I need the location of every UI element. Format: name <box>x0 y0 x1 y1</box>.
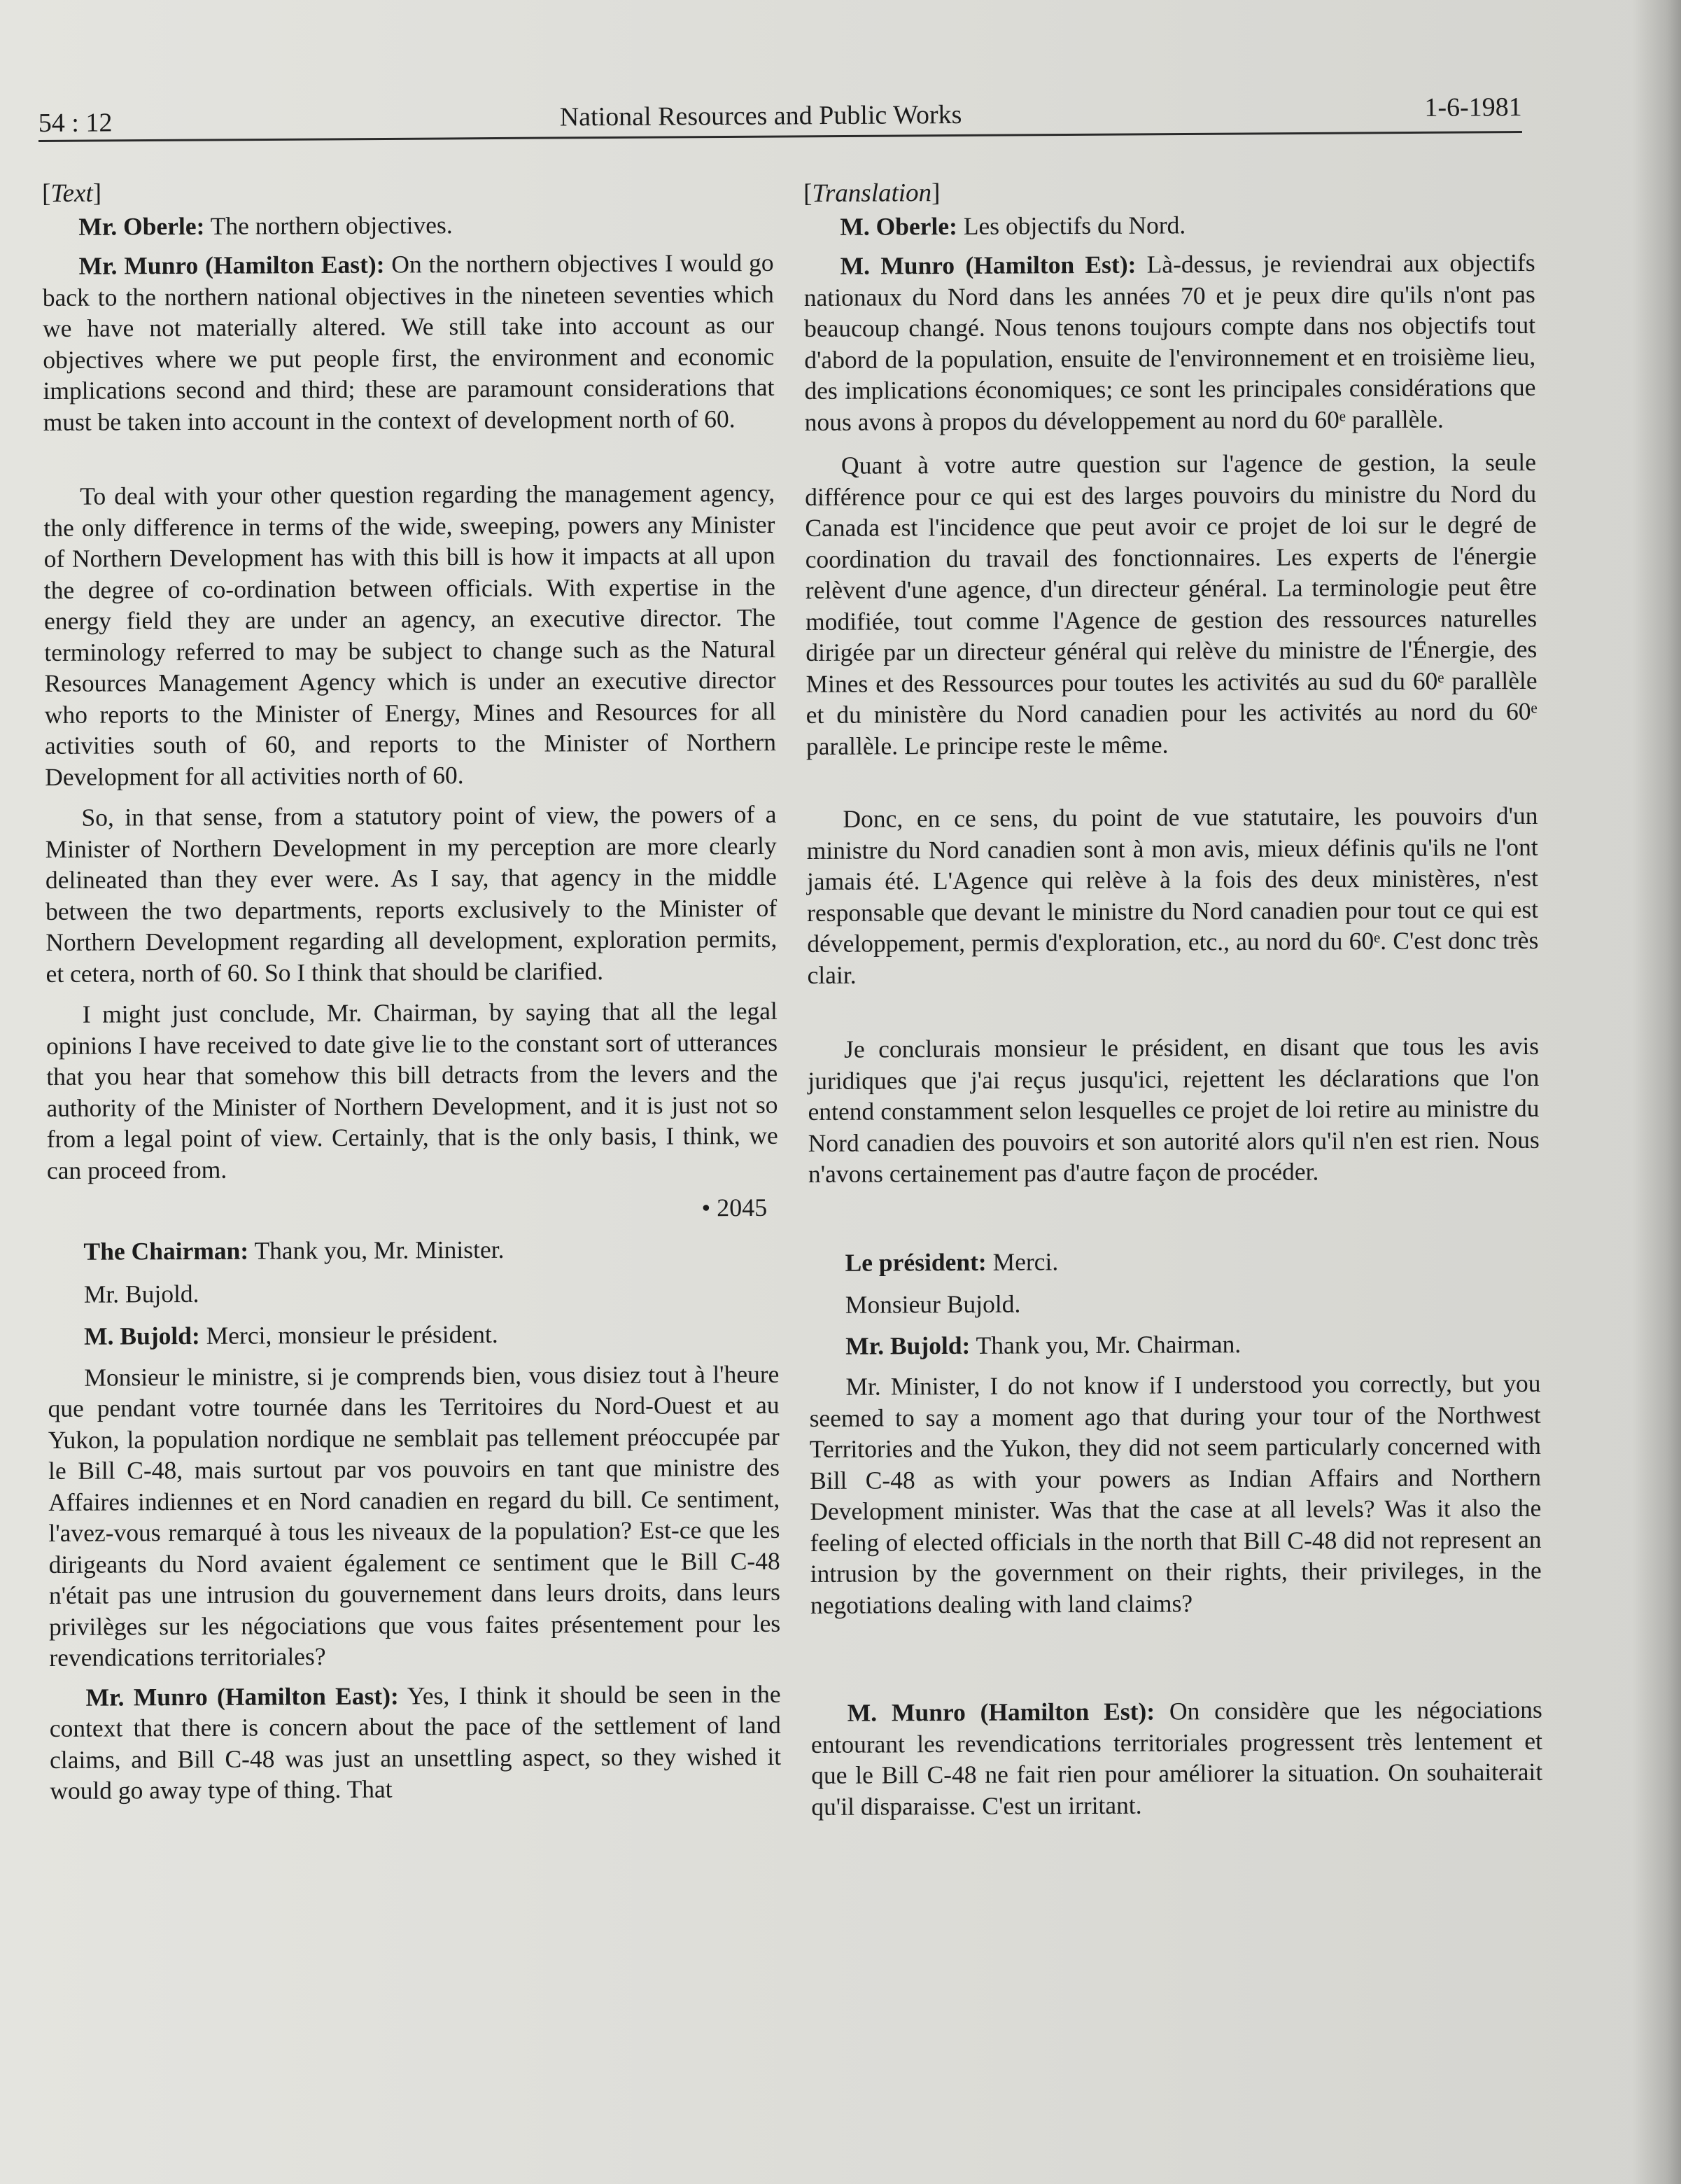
paragraph: M. Munro (Hamilton Est): On considère que les négociations entourant les revendications territoriales progressent très lentement et que le Bill C-48 ne fait rien pour améliorer la situation. On souhaiterait qu'il disparaisse. C'est un irritant. <box>810 1695 1543 1821</box>
speaker-name: M. Oberle: <box>840 211 958 241</box>
paragraph: I might just conclude, Mr. Chairman, by saying that all the legal opinions I have received to date give lie to the constant sort of utterances that you hear that somehow this bill detracts from the levers and the authority of the Minister of Northern Development, and it is just not so from a legal point of view. Certainly, that is the only basis, I think, we can proceed from. <box>45 996 778 1184</box>
paragraph: Mr. Bujold: Thank you, Mr. Chairman. <box>845 1329 1242 1360</box>
paragraph: The Chairman: Thank you, Mr. Minister. <box>83 1235 505 1266</box>
speaker-name: Mr. Oberle: <box>78 211 205 241</box>
header-date: 1-6-1981 <box>1424 92 1522 122</box>
paragraph: So, in that sense, from a statutory point of view, the powers of a Minister of Northern Development in my perception are more clearly delineated than they ever were. As I say, that agency in the middle between the two departments, reports exclusively to the Minister of Northern Development regarding all development, exploration permits, et cetera, north of 60. So I think that should be clarified. <box>45 799 778 988</box>
speaker-name: Mr. Munro (Hamilton East): <box>78 250 385 280</box>
paragraph: M. Bujold: Merci, monsieur le président. <box>83 1320 498 1350</box>
paragraph: Donc, en ce sens, du point de vue statutaire, les pouvoirs d'un ministre du Nord canadien sont à mon avis, mieux définis qu'ils ne l'ont jamais été. L'Agence qui relève à la fois des deux ministères, n'est responsable que devant le ministre du Nord canadien pour tout ce qui est développement, permis d'exploration, etc., au nord du 60ᵉ. C'est donc très clair. <box>806 801 1539 989</box>
running-title: National Resources and Public Works <box>559 99 962 132</box>
paragraph: To deal with your other question regarding the management agency, the only difference in terms of the wide, sweeping, powers any Minister of Northern Development has with this bill is how it impacts at all upon the degree of co-ordination between officials. With expertise in the energy field they are under an agency, an executive director. The terminology referred to may be subject to change such as the Natural Resources Management Agency which is under an executive director who reports to the Minister of Energy, Mines and Resources for all activities south of 60, and reports to the Minister of Northern Development for all activities north of 60. <box>43 478 777 791</box>
page-header <box>38 89 1522 142</box>
speaker-name: M. Munro (Hamilton Est): <box>847 1697 1155 1727</box>
paragraph: Mr. Munro (Hamilton East): Yes, I think it should be seen in the context that there is concern about the pace of the settlement of land claims, and Bill C-48 was just an unsettling aspect, so they wished it would go away type of thing. That <box>49 1679 782 1805</box>
paragraph: Mr. Minister, I do not know if I understood you correctly, but you seemed to say a moment ago that during your tour of the Northwest Territories and the Yukon, they did not seem particularly concerned with Bill C-48 as with your powers as Indian Affairs and Northern Development minister. Was that the case at all levels? Was it also the feeling of elected officials in the north that Bill C-48 did not represent an intrusion by the government on their rights, their privileges, in the negotiations dealing with land claims? <box>809 1368 1542 1619</box>
paragraph: M. Munro (Hamilton Est): Là-dessus, je reviendrai aux objectifs nationaux du Nord dans les années 70 et je peux dire qu'ils n'ont pas beaucoup changé. Nous tenons toujours compte dans nos objectifs tout d'abord de la population, ensuite de l'environnement et en troisième lieu, des implications économiques; ce sont les principales considérations que nous avons à propos du développement au nord du 60ᵉ parallèle. <box>803 248 1536 436</box>
paragraph: M. Oberle: Les objectifs du Nord. <box>840 210 1186 241</box>
language-label: [Translation] <box>803 178 941 208</box>
language-label: [Text] <box>42 178 102 208</box>
paragraph: Le président: Merci. <box>845 1247 1059 1277</box>
speaker-name: M. Munro (Hamilton Est): <box>840 250 1137 280</box>
speaker-name: Mr. Bujold: <box>845 1331 971 1360</box>
speaker-name: Le président: <box>845 1247 987 1277</box>
paragraph: Mr. Bujold. <box>83 1279 199 1308</box>
left-column <box>42 175 781 1807</box>
time-marker: • 2045 <box>701 1193 768 1222</box>
page-spine-shadow <box>1632 0 1681 2184</box>
right-column <box>803 175 1542 1822</box>
speaker-name: The Chairman: <box>83 1236 249 1266</box>
speaker-name: Mr. Munro (Hamilton East): <box>85 1681 399 1712</box>
paragraph: Monsieur Bujold. <box>845 1289 1021 1319</box>
speaker-name: M. Bujold: <box>83 1321 200 1350</box>
paragraph: Mr. Oberle: The northern objectives. <box>78 210 453 241</box>
page-number: 54 : 12 <box>38 108 113 139</box>
paragraph: Mr. Munro (Hamilton East): On the northern objectives I would go back to the northern national objectives in the nineteen seventies which we have not materially altered. We still take into account as our objectives where we put people first, the environment and economic implications second and third; these are paramount considerations that must be taken into account in the context of development north of 60. <box>42 248 775 436</box>
paragraph: Quant à votre autre question sur l'agence de gestion, la seule différence pour ce qui est des larges pouvoirs du ministre du Nord du Canada est l'incidence que peut avoir ce projet de loi sur le degré de coordination du travail des fonctionnaires. Les experts de l'énergie relèvent d'une agence, d'un directeur général. La terminologie peut être modifiée, tout comme l'Agence de gestion des ressources naturelles dirigée par un directeur général qui relève du ministre de l'Énergie, des Mines et des Ressources pour toutes les activités au sud du 60ᵉ parallèle et du ministère du Nord canadien pour les activités au nord du 60ᵉ parallèle. Le principe reste le même. <box>805 447 1538 760</box>
paragraph: Je conclurais monsieur le président, en disant que tous les avis juridiques que j'ai reçus jusqu'ici, rejettent les déclarations que l'on entend constamment selon lesquelles ce projet de loi retire au ministre du Nord canadien des pouvoirs et son autorité alors qu'il n'en est rien. Nous n'avons certainement pas d'autre façon de procéder. <box>808 1031 1540 1188</box>
paragraph: Monsieur le ministre, si je comprends bien, vous disiez tout à l'heure que pendant votre tournée dans les Territoires du Nord-Ouest et au Yukon, la population nordique ne semblait pas tellement préoccupée par le Bill C-48, mais surtout par vos pouvoirs en tant que ministre des Affaires indiennes et en Nord canadien en regard du bill. Ce sentiment, l'avez-vous remarqué à tous les niveaux de la population? Est-ce que les dirigeants du Nord avaient également ce sentiment que le Bill C-48 n'était pas une intrusion du gouvernement dans leurs droits, dans leurs privilèges sur les négociations que vous faites présentement pour les revendications territoriales? <box>48 1359 781 1672</box>
